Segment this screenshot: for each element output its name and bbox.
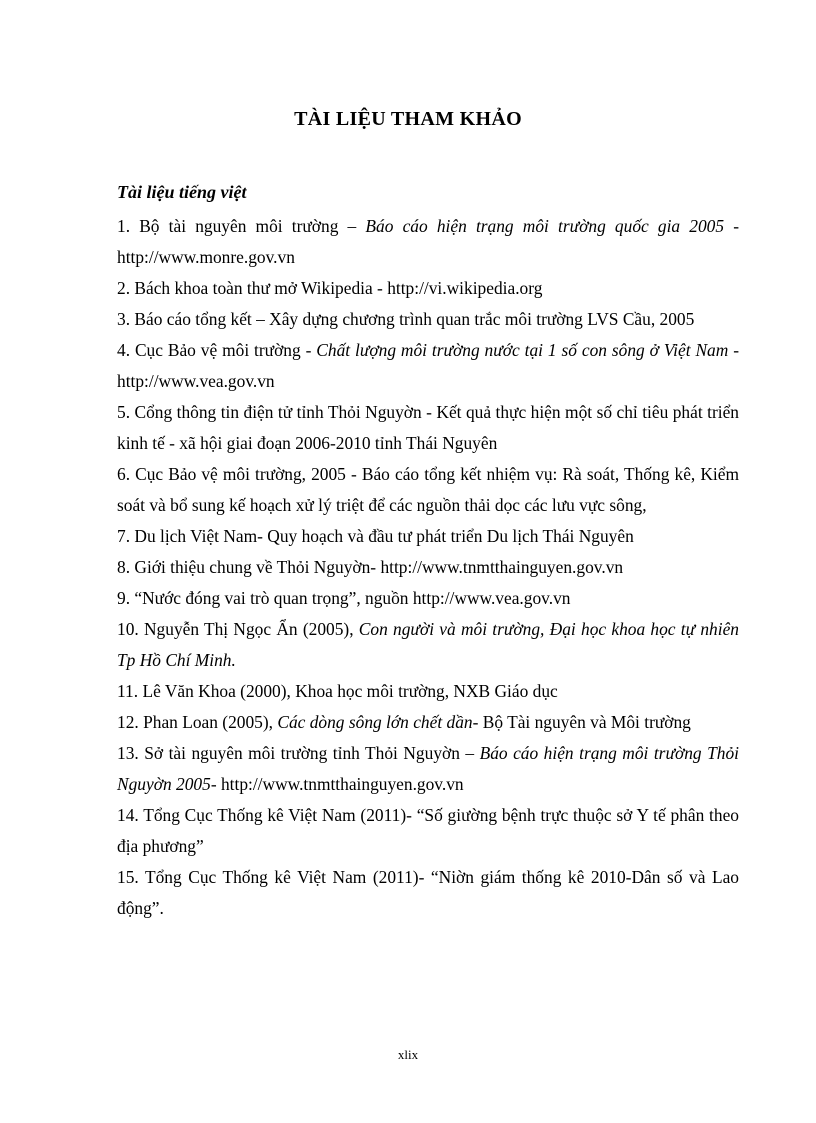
- reference-title: Chất lượng môi trường nước tại 1 số con sông ở Việt Nam: [316, 340, 729, 360]
- reference-item: [117, 738, 739, 800]
- reference-text: 6. Cục Bảo vệ môi trường, 2005 - Báo cáo tổng kết nhiệm vụ: Rà soát, Thống kê, Kiểm soát và bổ sung kế hoạch xử lý triệt để các nguồn thải dọc các lưu vực sông,: [117, 464, 739, 515]
- page-number: xlix: [397, 1047, 419, 1062]
- reference-title: Báo cáo hiện trạng môi trường Thỏi Nguyờn 2005: [117, 743, 739, 794]
- reference-item: [117, 800, 739, 862]
- reference-title: Các dòng sông lớn chết dần: [277, 712, 473, 732]
- reference-title: Báo cáo hiện trạng môi trường quốc gia 2005: [365, 216, 725, 236]
- reference-item: [117, 707, 739, 738]
- reference-item: [117, 335, 739, 397]
- reference-title: Con người và môi trường, Đại học khoa học tự nhiên Tp Hồ Chí Minh.: [117, 619, 739, 670]
- reference-item: [117, 211, 739, 273]
- reference-text: 5. Cổng thông tin điện tử tỉnh Thỏi Nguyờn - Kết quả thực hiện một số chỉ tiêu phát triển kinh tế - xã hội giai đoạn 2006-2010 tỉnh Thái Nguyên: [117, 402, 739, 453]
- reference-item: [117, 304, 739, 335]
- reference-text: 13. Sở tài nguyên môi trường tỉnh Thỏi Nguyờn –: [117, 743, 480, 763]
- reference-item: [117, 521, 739, 552]
- reference-text: 14. Tổng Cục Thống kê Việt Nam (2011)- “Số giường bệnh trực thuộc sở Y tế phân theo địa phương”: [117, 805, 739, 856]
- reference-item: [117, 273, 739, 304]
- reference-source: - Bộ Tài nguyên và Môi trường: [472, 712, 691, 732]
- reference-item: [117, 397, 739, 459]
- section-heading: Tài liệu tiếng việt: [117, 182, 247, 202]
- reference-text: 1. Bộ tài nguyên môi trường –: [117, 216, 366, 236]
- reference-text: 4. Cục Bảo vệ môi trường -: [117, 340, 317, 360]
- page-title: TÀI LIỆU THAM KHẢO: [294, 108, 522, 130]
- reference-item: [117, 614, 739, 676]
- reference-text: 3. Báo cáo tổng kết – Xây dựng chương trình quan trắc môi trường LVS Cầu, 2005: [117, 309, 695, 329]
- reference-text: 15. Tổng Cục Thống kê Việt Nam (2011)- “Niờn giám thống kê 2010-Dân số và Lao động”.: [117, 867, 739, 918]
- reference-item: [117, 676, 739, 707]
- reference-text: 9. “Nước đóng vai trò quan trọng”, nguồn http://www.vea.gov.vn: [117, 588, 571, 608]
- reference-text: 2. Bách khoa toàn thư mở Wikipedia - http://vi.wikipedia.org: [117, 278, 543, 298]
- reference-text: 8. Giới thiệu chung về Thỏi Nguyờn- http://www.tnmtthainguyen.gov.vn: [117, 557, 624, 577]
- reference-text: 11. Lê Văn Khoa (2000), Khoa học môi trường, NXB Giáo dục: [117, 681, 558, 701]
- reference-source: - http://www.tnmtthainguyen.gov.vn: [210, 774, 464, 794]
- reference-text: 10. Nguyễn Thị Ngọc Ẩn (2005),: [117, 619, 359, 639]
- reference-list: [117, 211, 739, 924]
- reference-source: - http://www.vea.gov.vn: [117, 340, 739, 391]
- reference-text: 7. Du lịch Việt Nam- Quy hoạch và đầu tư phát triển Du lịch Thái Nguyên: [117, 526, 634, 546]
- reference-item: [117, 459, 739, 521]
- reference-item: [117, 552, 739, 583]
- reference-text: 12. Phan Loan (2005),: [117, 712, 278, 732]
- reference-item: [117, 583, 739, 614]
- reference-item: [117, 862, 739, 924]
- reference-source: - http://www.monre.gov.vn: [117, 216, 740, 267]
